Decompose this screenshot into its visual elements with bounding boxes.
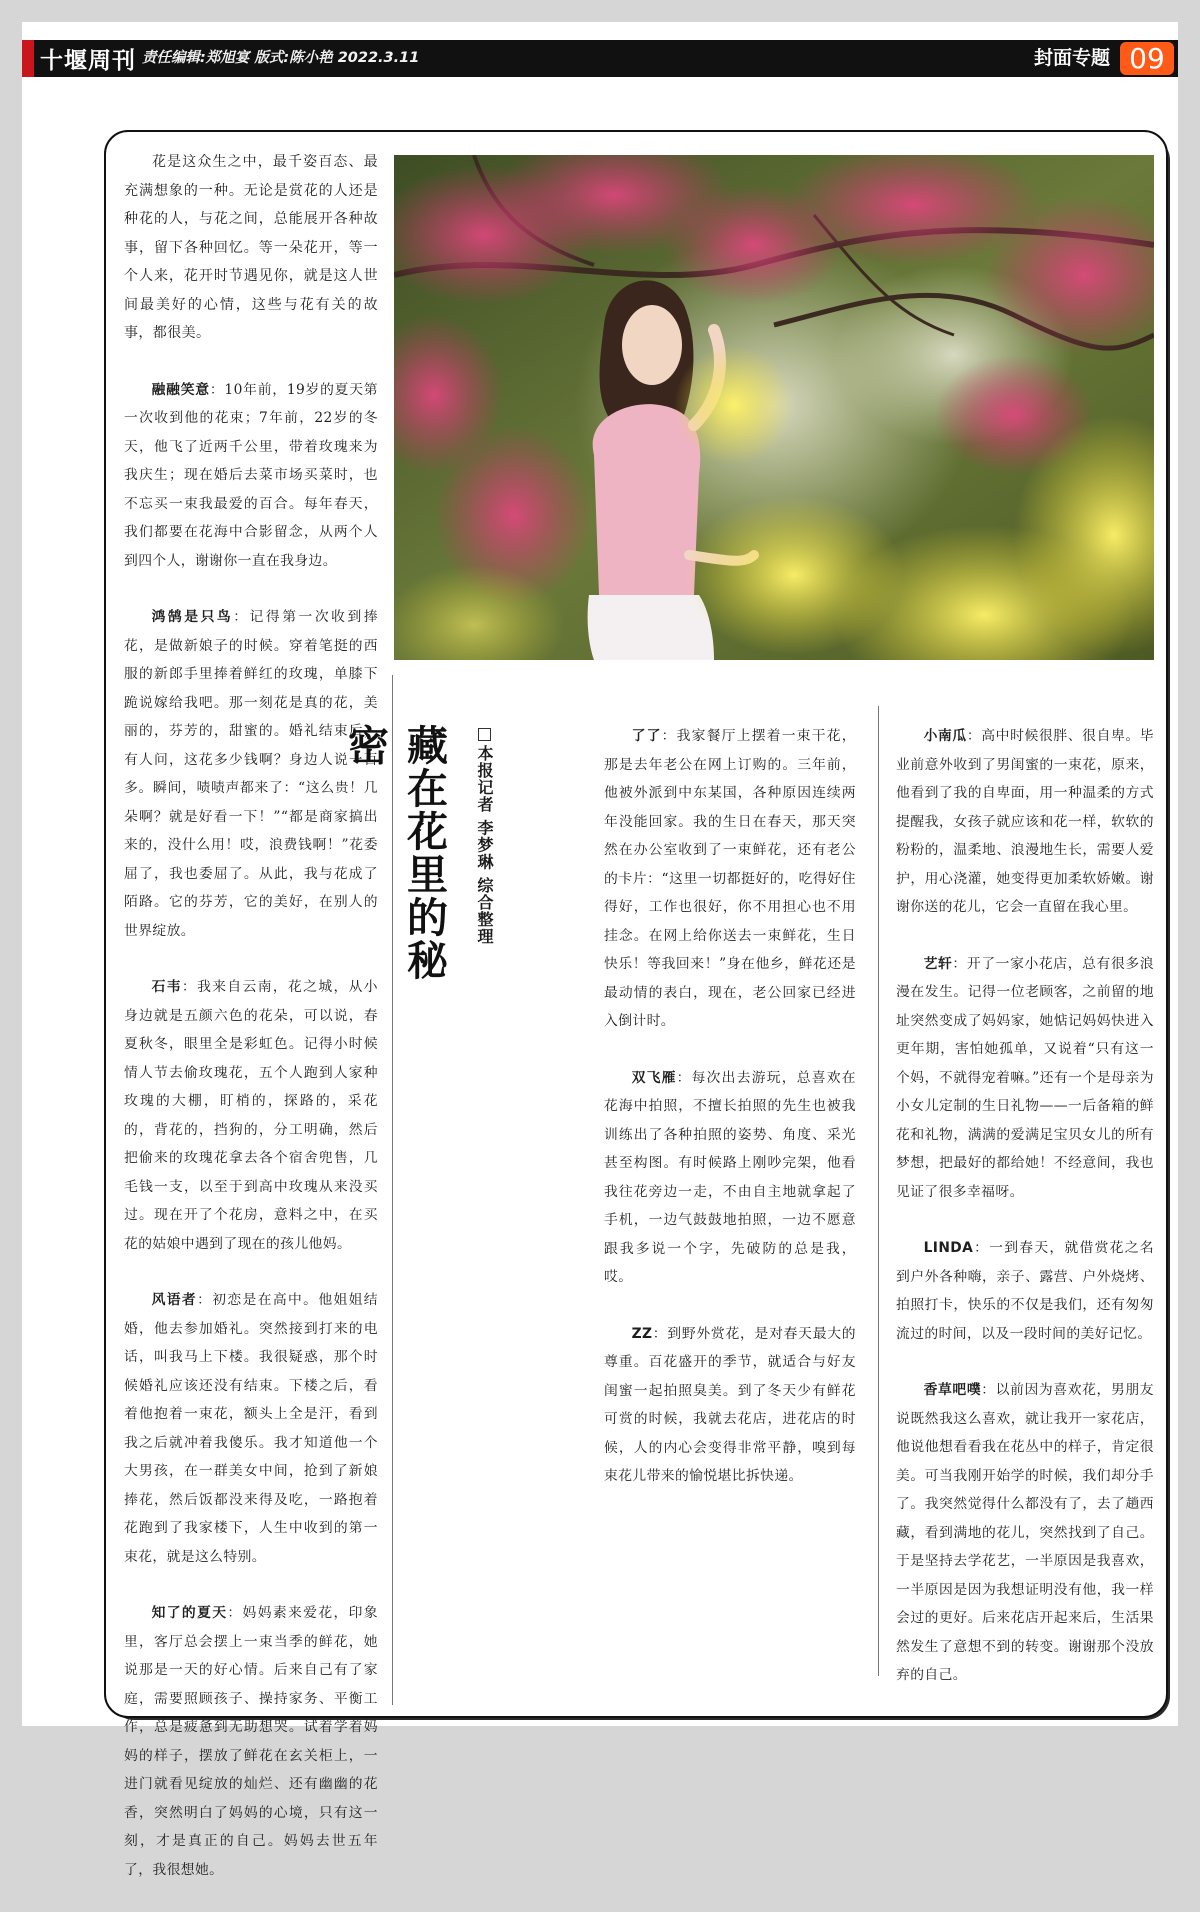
story-1: 鸿鹄是只鸟：记得第一次收到捧花，是做新娘子的时候。穿着笔挺的西服的新郎手里捧着鲜红的玫瑰，单膝下跪说嫁给我吧。那一刻花是真的花，美丽的，芬芳的，甜蜜的。婚礼结束后，有人问，这花多少钱啊？身边人说一百多。瞬间，啧啧声都来了：“这么贵！几朵啊？就是好看一下！”“都是商家搞出来的，没什么用！哎，浪费钱啊！”花委屈了，我也委屈了。从此，我与花成了陌路。它的芬芳，它的美好，在别人的世界绽放。: [124, 609, 378, 939]
story-0: 融融笑意：10年前，19岁的夏天第一次收到他的花束；7年前，22岁的冬天，他飞了近两千公里，带着玫瑰来为我庆生；现在婚后去菜市场买菜时，也不忘买一束我最爱的百合。每年春天，我们都要在花海中合影留念，从两个人到四个人，谢谢你一直在我身边。: [124, 381, 379, 569]
article-intro: 花是这众生之中，最千姿百态、最充满想象的一种。无论是赏花的人还是种花的人，与花之间，总能展开各种故事，留下各种回忆。等一朵花开，等一个人来，花开时节遇见你，就是这人世间最美好的心情，这些与花有关的故事，都很美。: [124, 154, 378, 341]
cover-photo: [394, 155, 1154, 660]
article-byline: 本报记者 李梦琳 综合整理: [456, 728, 496, 945]
column-right: [896, 722, 1154, 1718]
story-7: ZZ：到野外赏花，是对春天最大的尊重。百花盛开的季节，就适合与好友闺蜜一起拍照臭美。到了冬天少有鲜花可赏的时候，我就去花店，进花店的时候，人的内心会变得非常平静，嗅到每束花儿带来的愉悦堪比拆快递。: [604, 1325, 856, 1484]
article-title: 藏在花里的秘密: [341, 724, 448, 982]
editor-credits: 责任编辑:郑旭宴 版式:陈小艳 2022.3.11: [142, 50, 420, 66]
column-divider: [878, 706, 879, 1676]
column-middle: [604, 722, 856, 1519]
byline-box-icon: [478, 728, 491, 741]
story-6: 双飞雁：每次出去游玩，总喜欢在花海中拍照，不擅长拍照的先生也被我训练出了各种拍照的姿势、角度、采光甚至构图。有时候路上刚吵完架，他看我往花旁边一走，不由自主地就拿起了手机，一边气鼓鼓地拍照，一边不愿意跟我多说一个字，先破防的总是我，哎。: [604, 1069, 856, 1285]
section-title: 封面专题: [1033, 47, 1110, 69]
woman-with-blossoms-image: [394, 155, 1154, 660]
story-5: 了了：我家餐厅上摆着一束干花，那是去年老公在网上订购的。三年前，他被外派到中东某国，各种原因连续两年没能回家。我的生日在春天，那天突然在办公室收到了一束鲜花，还有老公的卡片：“这里一切都挺好的，吃得好住得好，工作也很好，你不用担心也不用挂念。在网上给你送去一束鲜花，生日快乐！等我回来！”身在他乡，鲜花还是最动情的表白，现在，老公回家已经进入倒计时。: [604, 728, 856, 1029]
story-8: 小南瓜：高中时候很胖、很自卑。毕业前意外收到了男闺蜜的一束花，原来，他看到了我的自卑面，用一种温柔的方式提醒我，女孩子就应该和花一样，软软的粉粉的，温柔地、浪漫地生长，需要人爱护，用心浇灌，她变得更加柔软娇嫩。谢谢你送的花儿，它会一直留在我心里。: [896, 728, 1155, 915]
article-title-block: [341, 724, 496, 1004]
story-4: 知了的夏天：妈妈素来爱花，印象里，客厅总会摆上一束当季的鲜花，她说那是一天的好心情。后来自己有了家庭，需要照顾孩子、操持家务、平衡工作，总是疲惫到无助想哭。试着学着妈妈的样子，摆放了鲜花在玄关柜上，一进门就看见绽放的灿烂、还有幽幽的花香，突然明白了妈妈的心境，只有这一刻，才是真正的自己。妈妈去世五年了，我很想她。: [124, 1605, 379, 1878]
story-3: 风语者：初恋是在高中。他姐姐结婚，他去参加婚礼。突然接到打来的电话，叫我马上下楼。我很疑惑，那个时候婚礼应该还没有结束。下楼之后，看着他抱着一束花，额头上全是汗，看到我之后就冲着我傻乐。我才知道他一个大男孩，在一群美女中间，抢到了新娘捧花，然后饭都没来得及吃，一路抱着花跑到了我家楼下，人生中收到的第一束花，就是这么特别。: [124, 1292, 378, 1565]
story-9: 艺轩：开了一家小花店，总有很多浪漫在发生。记得一位老顾客，之前留的地址突然变成了妈妈家，她惦记妈妈快进入更年期，害怕她孤单，又说着“只有这一个妈，不就得宠着嘛。”还有一个是母亲为小女儿定制的生日礼物——一后备箱的鲜花和礼物，满满的爱满足宝贝女儿的所有梦想，把最好的都给她！不经意间，我也见证了很多幸福呀。: [896, 955, 1154, 1200]
masthead-name: 十堰周刊: [40, 47, 136, 74]
column-divider: [392, 675, 393, 1705]
column-left: [124, 148, 378, 1912]
masthead-red-bar: [22, 40, 34, 77]
story-10: LINDA：一到春天，就借赏花之名到户外各种嗨，亲子、露营、户外烧烤、拍照打卡，快乐的不仅是我们，还有匆匆流过的时间，以及一段时间的美好记忆。: [896, 1240, 1154, 1342]
page-number-badge: 09: [1120, 42, 1174, 75]
page-header: [22, 40, 1178, 77]
story-2: 石韦：我来自云南，花之城，从小身边就是五颜六色的花朵，可以说，春夏秋冬，眼里全是彩虹色。记得小时候情人节去偷玫瑰花，五个人跑到人家种玫瑰的大棚，盯梢的，探路的，采花的，背花的，挡狗的，分工明确，然后把偷来的玫瑰花拿去各个宿舍兜售，几毛钱一支，以至于到高中玫瑰从来没买过。现在开了个花房，意料之中，在买花的姑娘中遇到了现在的孩儿他妈。: [124, 979, 378, 1252]
story-11: 香草吧噗：以前因为喜欢花，男朋友说既然我这么喜欢，就让我开一家花店，他说他想看看我在花丛中的样子，肯定很美。可当我刚开始学的时候，我们却分手了。我突然觉得什么都没有了，去了趟西藏，看到满地的花儿，突然找到了自己。于是坚持去学花艺，一半原因是我喜欢，一半原因是因为我想证明没有他，我一样会过的更好。后来花店开起来后，生活果然发生了意想不到的转变。谢谢那个没放弃的自己。: [896, 1382, 1154, 1683]
masthead: [22, 40, 136, 77]
